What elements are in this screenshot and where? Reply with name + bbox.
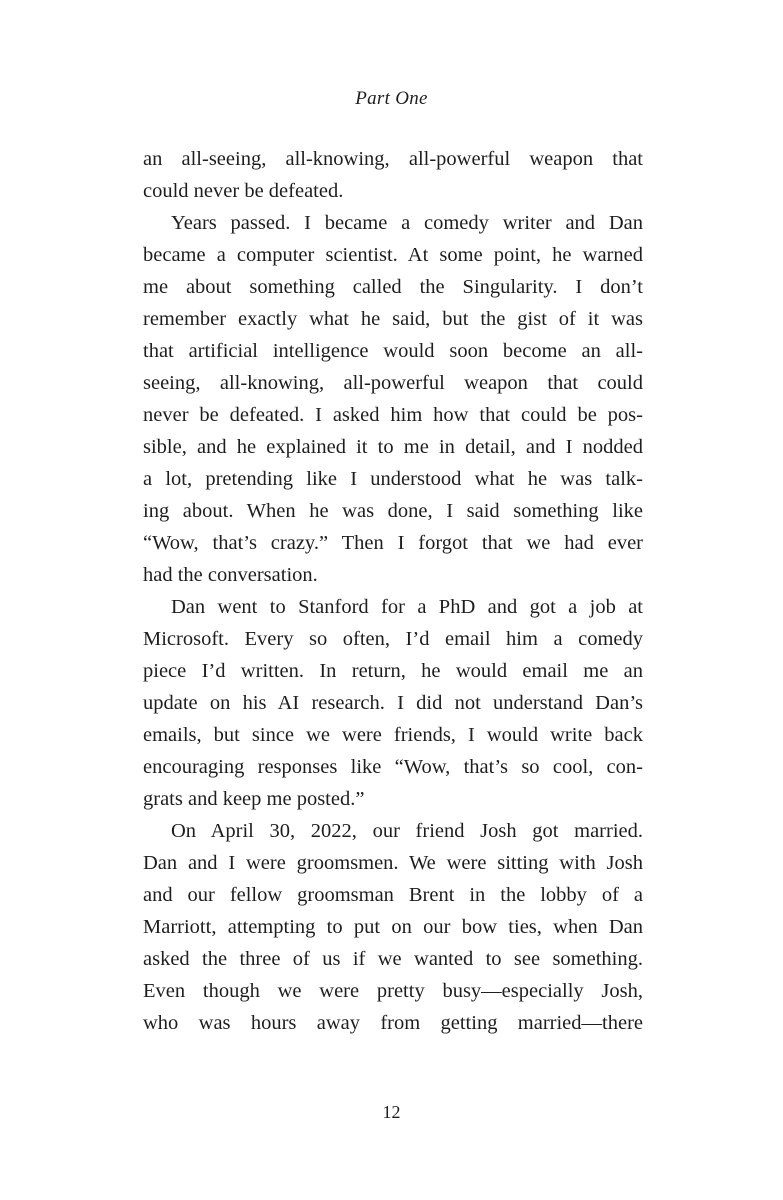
text-line: piece I’d written. In return, he would email me an: [143, 660, 643, 682]
text-line: asked the three of us if we wanted to see something.: [143, 948, 643, 970]
text-line: Dan and I were groomsmen. We were sitting with Josh: [143, 852, 643, 874]
text-line: an all-seeing, all-knowing, all-powerful weapon that: [143, 148, 643, 170]
text-line: who was hours away from getting married—there: [143, 1012, 643, 1034]
text-line: and our fellow groomsman Brent in the lobby of a: [143, 884, 643, 906]
text-line: grats and keep me posted.”: [143, 788, 365, 810]
text-line: remember exactly what he said, but the gist of it was: [143, 308, 643, 330]
text-line: that artificial intelligence would soon become an all-: [143, 340, 643, 362]
text-line: “Wow, that’s crazy.” Then I forgot that we had ever: [143, 532, 643, 554]
text-line: could never be defeated.: [143, 180, 344, 202]
text-line: became a computer scientist. At some point, he warned: [143, 244, 643, 266]
text-line: Even though we were pretty busy—especially Josh,: [143, 980, 643, 1002]
text-line: On April 30, 2022, our friend Josh got married.: [171, 820, 643, 842]
text-line: seeing, all-knowing, all-powerful weapon that could: [143, 372, 643, 394]
running-head: Part One: [355, 88, 428, 109]
text-line: a lot, pretending like I understood what he was talk-: [143, 468, 643, 490]
text-line: Marriott, attempting to put on our bow ties, when Dan: [143, 916, 643, 938]
body-text: [143, 143, 643, 1039]
text-line: never be defeated. I asked him how that could be pos-: [143, 404, 643, 426]
text-line: ing about. When he was done, I said something like: [143, 500, 643, 522]
text-line: sible, and he explained it to me in detail, and I nodded: [143, 436, 643, 458]
text-line: had the conversation.: [143, 564, 318, 586]
text-line: update on his AI research. I did not understand Dan’s: [143, 692, 643, 714]
page-number: 12: [382, 1102, 401, 1122]
text-line: encouraging responses like “Wow, that’s so cool, con-: [143, 756, 643, 778]
text-line: emails, but since we were friends, I would write back: [143, 724, 643, 746]
text-line: Years passed. I became a comedy writer and Dan: [171, 212, 643, 234]
text-line: Dan went to Stanford for a PhD and got a job at: [171, 596, 643, 618]
text-line: Microsoft. Every so often, I’d email him a comedy: [143, 628, 643, 650]
text-line: me about something called the Singularity. I don’t: [143, 276, 643, 298]
